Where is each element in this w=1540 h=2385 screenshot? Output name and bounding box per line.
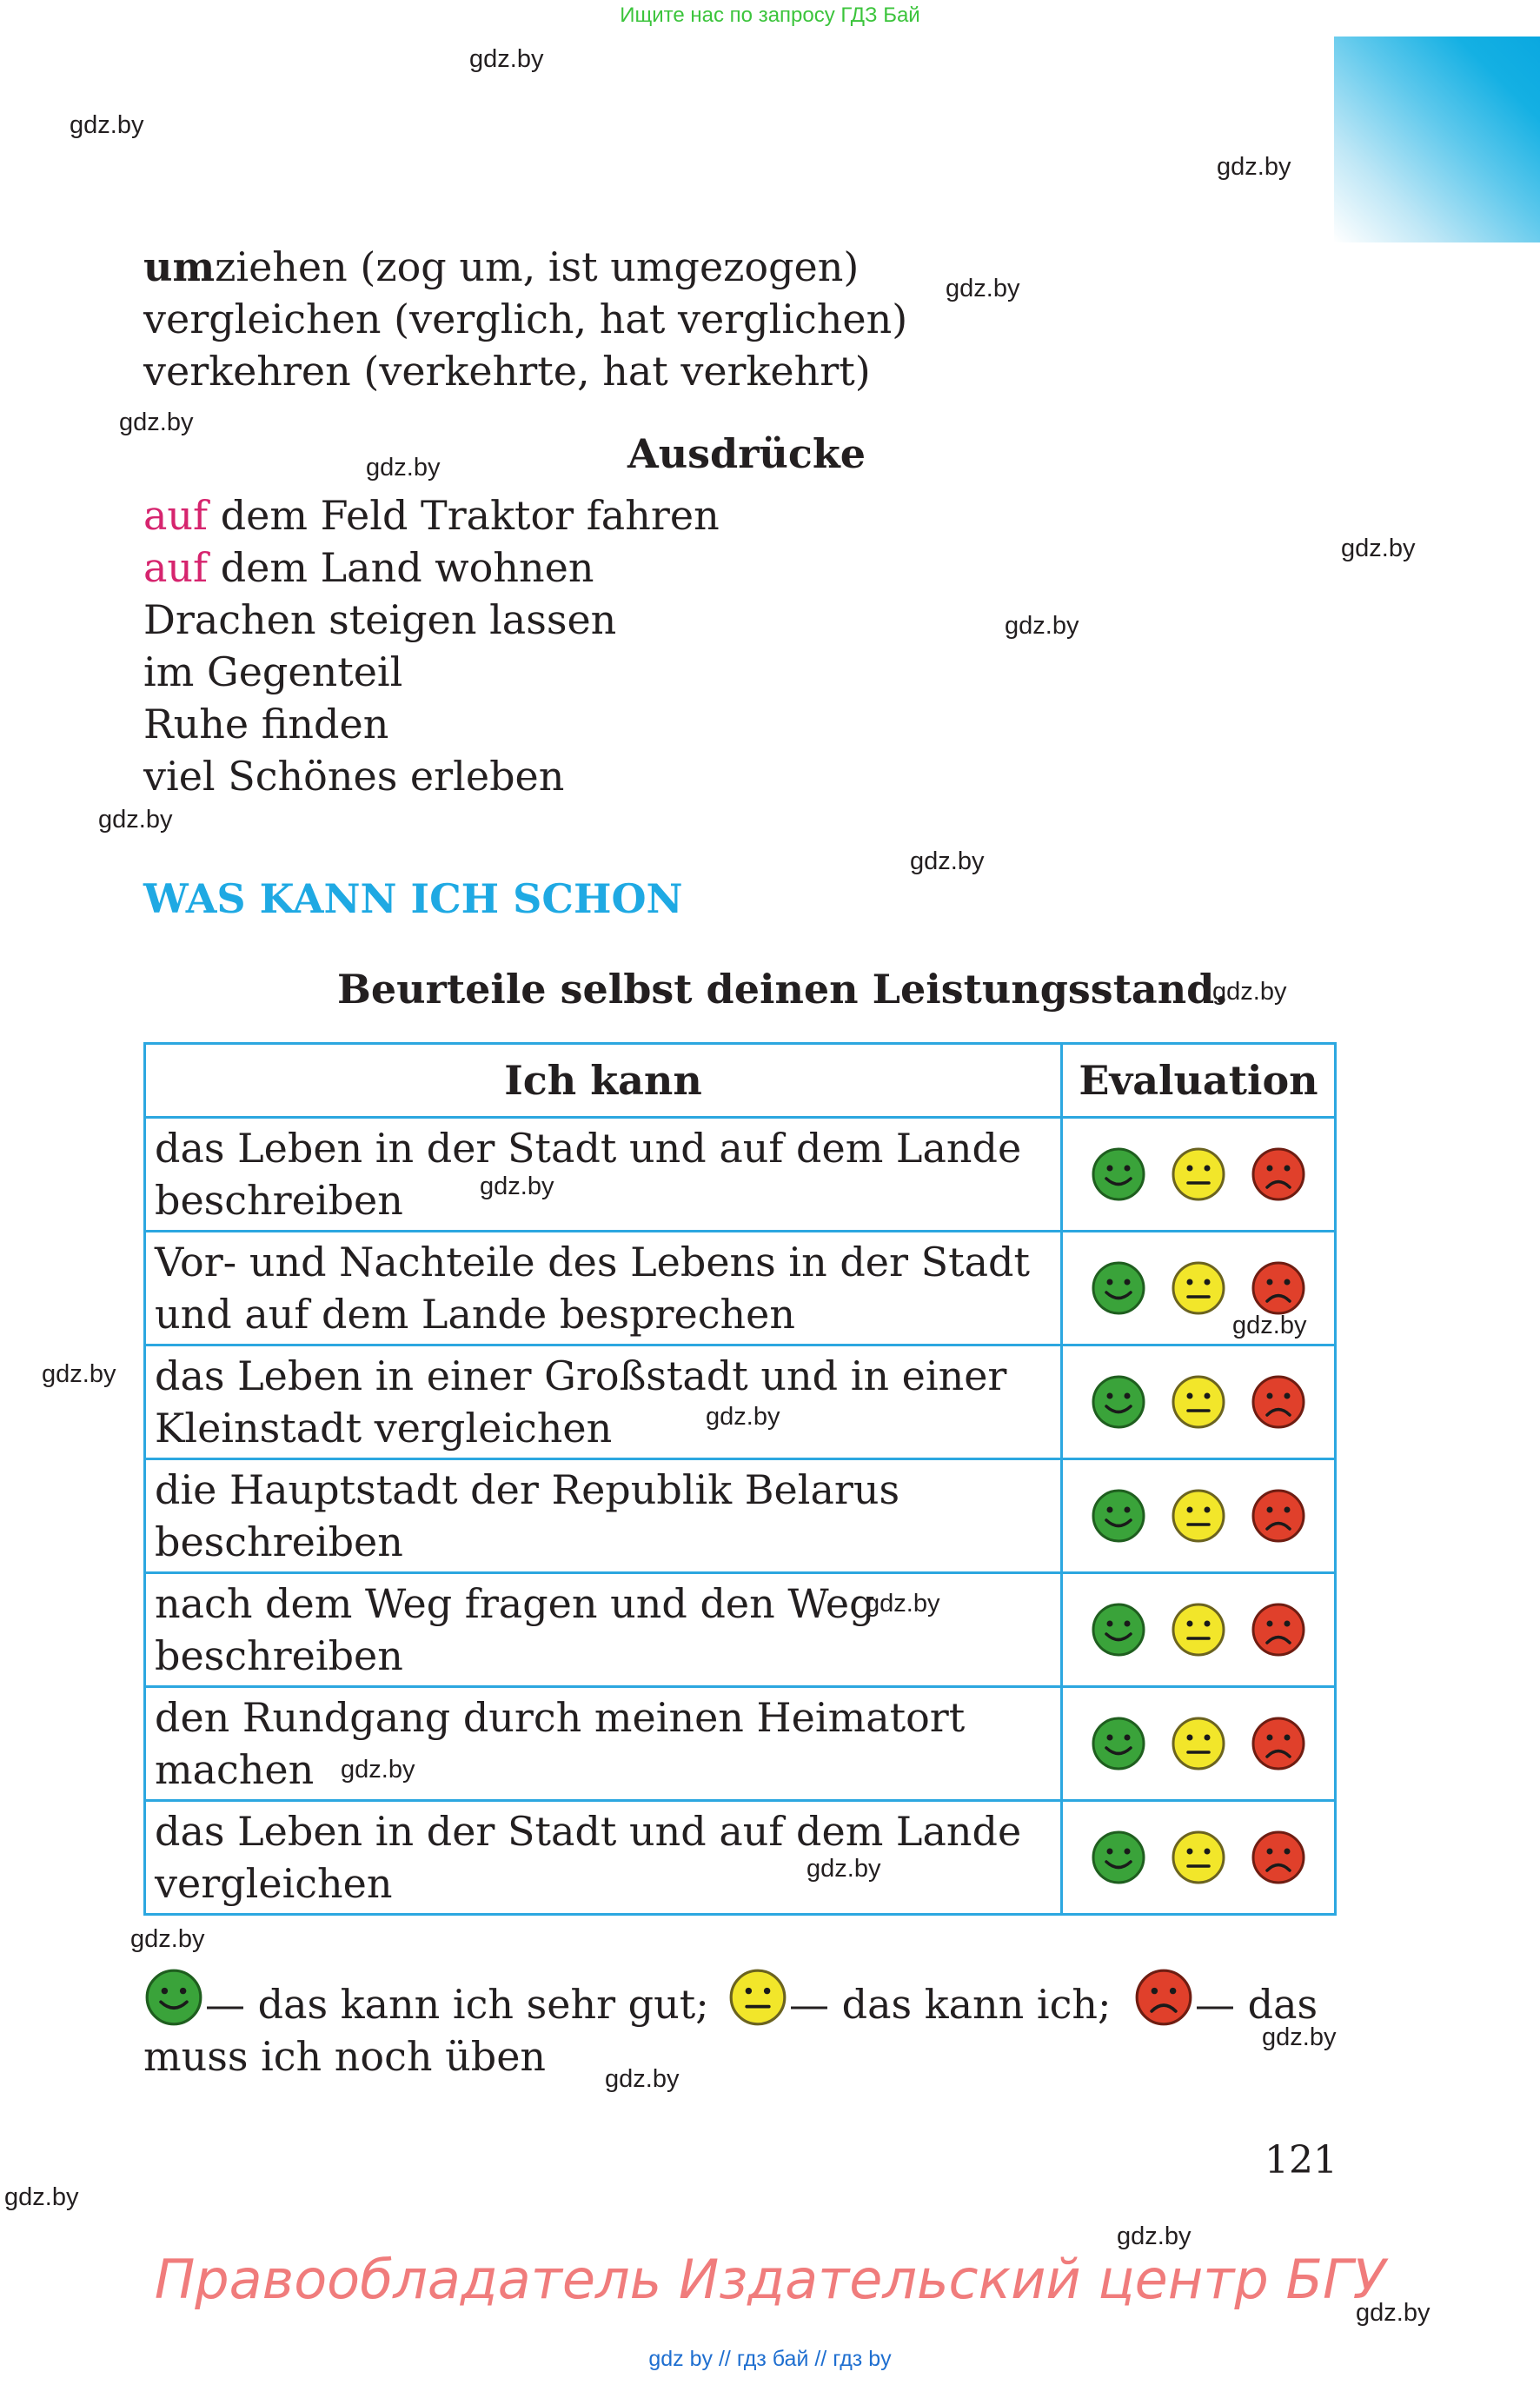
evaluation-cell [1062,1573,1336,1687]
evaluation-cell [1062,1801,1336,1915]
skill-cell: die Hauptstadt der Republik Belarus beschreiben [145,1459,1062,1573]
watermark: gdz.by [866,1590,940,1618]
green-smiley-icon[interactable] [1091,1146,1146,1202]
red-sad-face-icon[interactable] [1251,1830,1306,1885]
expression-line: im Gegenteil [143,648,403,695]
watermark: gdz.by [946,275,1020,302]
copyright-footer: Правообладатель Издательский центр БГУ [154,2248,1386,2311]
watermark: gdz.by [1262,2023,1337,2051]
watermark: gdz.by [480,1173,554,1200]
instruction: Beurteile selbst deinen Leistungsstand. [337,966,1229,1013]
red-sad-face-icon[interactable] [1251,1260,1306,1316]
evaluation-cell [1062,1459,1336,1573]
watermark: gdz.by [1356,2299,1430,2327]
legend-yellow-face-icon [728,1968,787,2027]
watermark: gdz.by [1212,978,1287,1006]
red-sad-face-icon[interactable] [1251,1602,1306,1658]
legend-green-text: — das kann ich sehr gut; [205,1981,709,2028]
yellow-neutral-face-icon[interactable] [1171,1374,1226,1430]
watermark: gdz.by [1217,153,1291,181]
evaluation-table [143,1042,1337,1916]
footer-links[interactable]: gdz by // гдз бай // гдз by [648,2347,892,2371]
watermark: gdz.by [807,1855,881,1883]
skill-cell: Vor- und Nachteile des Lebens in der Stadt und auf dem Lande besprechen [145,1232,1062,1345]
watermark: gdz.by [910,847,985,875]
table-row [145,1687,1336,1801]
green-smiley-icon[interactable] [1091,1602,1146,1658]
green-smiley-icon[interactable] [1091,1830,1146,1885]
table-row [145,1118,1336,1232]
watermark: gdz.by [366,454,441,482]
corner-decoration [1334,37,1540,242]
header-ich-kann: Ich kann [145,1044,1062,1118]
watermark: gdz.by [1341,535,1416,562]
yellow-neutral-face-icon[interactable] [1171,1830,1226,1885]
legend-line-2: muss ich noch üben [143,2033,547,2080]
skill-cell: das Leben in der Stadt und auf dem Lande vergleichen [145,1801,1062,1915]
red-sad-face-icon[interactable] [1251,1374,1306,1430]
section-title: WAS KANN ICH SCHON [143,875,683,922]
skill-cell: nach dem Weg fragen und den Weg beschreiben [145,1573,1062,1687]
header-evaluation: Evaluation [1062,1044,1336,1118]
table-row [145,1459,1336,1573]
watermark: gdz.by [341,1756,415,1784]
expression-line: auf dem Land wohnen [143,544,594,591]
yellow-neutral-face-icon[interactable] [1171,1260,1226,1316]
evaluation-cell [1062,1687,1336,1801]
watermark: gdz.by [1005,612,1079,640]
red-sad-face-icon[interactable] [1251,1716,1306,1771]
table-row [145,1801,1336,1915]
skill-cell: den Rundgang durch meinen Heimatort machen [145,1687,1062,1801]
page-number: 121 [1265,2138,1338,2182]
green-smiley-icon[interactable] [1091,1488,1146,1544]
table-row [145,1232,1336,1345]
watermark: gdz.by [42,1360,116,1388]
table-row [145,1345,1336,1459]
verb-line-1: umziehen (zog um, ist umgezogen) [143,243,860,290]
watermark: gdz.by [605,2065,680,2093]
evaluation-cell [1062,1118,1336,1232]
legend-red-text: — das [1195,1981,1318,2028]
yellow-neutral-face-icon[interactable] [1171,1488,1226,1544]
watermark: gdz.by [1117,2222,1192,2250]
watermark: gdz.by [4,2183,79,2211]
expression-line: auf dem Feld Traktor fahren [143,492,720,539]
watermark: gdz.by [70,111,144,139]
skill-cell: das Leben in einer Großstadt und in einer Kleinstadt vergleichen [145,1345,1062,1459]
yellow-neutral-face-icon[interactable] [1171,1716,1226,1771]
top-banner: Ищите нас по запросу ГДЗ Бай [620,3,920,27]
expressions-title: Ausdrücke [627,430,866,477]
evaluation-cell [1062,1345,1336,1459]
expression-line: Drachen steigen lassen [143,596,617,643]
yellow-neutral-face-icon[interactable] [1171,1146,1226,1202]
red-sad-face-icon[interactable] [1251,1488,1306,1544]
watermark: gdz.by [98,806,173,834]
legend-green-smiley-icon [144,1968,203,2027]
legend-yellow-text: — das kann ich; [789,1981,1112,2028]
watermark: gdz.by [130,1925,205,1953]
skill-cell: das Leben in der Stadt und auf dem Lande beschreiben [145,1118,1062,1232]
red-sad-face-icon[interactable] [1251,1146,1306,1202]
table-row [145,1573,1336,1687]
verb-line-2: vergleichen (verglich, hat verglichen) [143,296,908,342]
expression-line: viel Schönes erleben [143,753,565,800]
green-smiley-icon[interactable] [1091,1716,1146,1771]
watermark: gdz.by [469,45,544,73]
watermark: gdz.by [706,1403,780,1431]
table-header-row [145,1044,1336,1118]
expression-line: Ruhe finden [143,701,389,747]
watermark: gdz.by [119,409,194,436]
green-smiley-icon[interactable] [1091,1374,1146,1430]
yellow-neutral-face-icon[interactable] [1171,1602,1226,1658]
watermark: gdz.by [1232,1312,1307,1339]
verb-line-3: verkehren (verkehrte, hat verkehrt) [143,348,871,395]
legend-red-face-icon [1134,1968,1193,2027]
green-smiley-icon[interactable] [1091,1260,1146,1316]
